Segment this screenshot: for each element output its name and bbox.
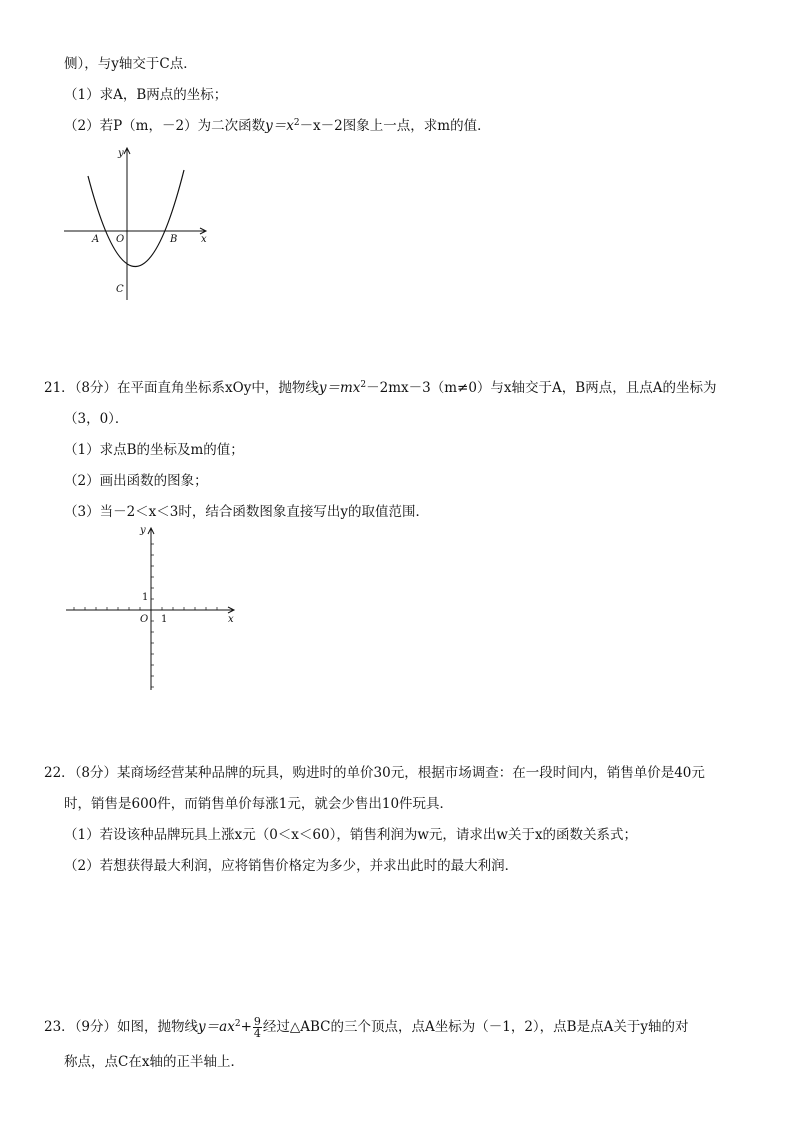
problem-21-sub3-text: （3）当－2＜x＜3时，结合函数图象直接写出y的取值范围．	[64, 504, 430, 520]
axes-x-label: x	[228, 614, 234, 625]
problem-20-sub1	[64, 86, 227, 104]
problem-21-sub3	[64, 503, 429, 521]
problem-23-equation-a: y＝ax	[198, 1019, 235, 1035]
problem-20-sub2	[64, 117, 491, 135]
problem-20-sub2-text-a: （2）若P（m，－2）为二次函数	[64, 118, 266, 134]
problem-23-plus-sign: +	[240, 1019, 252, 1035]
graph-point-a-label: A	[92, 234, 100, 245]
problem-20-continuation	[64, 55, 197, 73]
problem-22-stem-line2	[64, 795, 453, 813]
problem-22-sub2-text: （2）若想获得最大利润，应将销售价格定为多少，并求出此时的最大利润．	[64, 858, 519, 874]
problem-23-exponent: 2	[234, 1019, 241, 1029]
graph-x-label: x	[201, 234, 207, 245]
axes-x-unit-label: 1	[161, 614, 168, 625]
problem-22-stem-a: 某商场经营某种品牌的玩具，购进时的单价30元，根据市场调查：在一段时间内，销售单价是40元	[117, 765, 705, 781]
problem-23-fraction	[253, 1016, 262, 1039]
problem-20-sub1-text: （1）求A，B两点的坐标；	[64, 87, 228, 103]
problem-23-stem-a: 如图，抛物线	[117, 1019, 199, 1035]
problem-20-exponent: 2	[293, 118, 300, 128]
problem-21-coordinate-axes	[60, 520, 250, 695]
problem-20-equation: y＝x	[265, 118, 294, 134]
problem-21-stem-line2	[64, 410, 128, 428]
problem-21-sub2	[64, 472, 208, 490]
graph-point-b-label: B	[170, 234, 178, 245]
axes-y-unit-label: 1	[142, 592, 149, 603]
problem-23-score: （9分）	[74, 1019, 118, 1035]
problem-21-exponent: 2	[360, 380, 367, 390]
problem-22-score: （8分）	[74, 765, 118, 781]
problem-21-sub1	[64, 441, 244, 459]
problem-21-sub1-text: （1）求点B的坐标及m的值；	[64, 442, 244, 458]
axes-origin-label: O	[140, 614, 149, 625]
fraction-numerator: 9	[253, 1015, 261, 1028]
problem-21-stem-b: 与x轴交于A，B两点，且点A的坐标为	[490, 380, 717, 396]
problem-22-sub2	[64, 857, 518, 875]
graph-y-label: y	[118, 148, 124, 159]
graph-origin-label: O	[116, 234, 125, 245]
problem-20-parabola-graph	[58, 140, 218, 305]
problem-23-stem-line1	[44, 1016, 688, 1039]
problem-23-stem-line2	[64, 1053, 244, 1071]
problem-22-number: 22．	[44, 765, 75, 781]
problem-23-stem-c: 称点，点C在x轴的正半轴上．	[64, 1054, 244, 1070]
problem-23-number: 23．	[44, 1019, 75, 1035]
problem-22-stem-b: 时，销售是600件，而销售单价每涨1元，就会少售出10件玩具．	[64, 796, 454, 812]
problem-22-sub1-text: （1）若设该种品牌玩具上涨x元（0＜x＜60），销售利润为w元，请求出w关于x的函数关系式；	[64, 827, 638, 843]
problem-21-equation-a: y＝mx	[318, 380, 361, 396]
problem-21-sub2-text: （2）画出函数的图象；	[64, 473, 208, 489]
problem-21-number: 21．	[44, 380, 75, 396]
fraction-denominator: 4	[253, 1027, 261, 1040]
axes-y-label: y	[140, 525, 146, 536]
problem-22-stem-line1	[44, 764, 705, 782]
problem-21-equation-b: －2mx－3（m≠0）	[366, 380, 491, 396]
problem-21-stem-c: （3，0）．	[64, 411, 129, 427]
graph-parabola-curve	[88, 170, 184, 267]
problem-20-continuation-text: 侧），与y轴交于C点．	[64, 56, 197, 72]
problem-20-sub2-text-b: －x－2图象上一点，求m的值．	[299, 118, 491, 134]
problem-23-stem-b: 经过△ABC的三个顶点，点A坐标为（－1，2），点B是点A关于y轴的对	[262, 1019, 689, 1035]
problem-21-stem-a: 在平面直角坐标系xOy中，抛物线	[117, 380, 319, 396]
problem-22-sub1	[64, 826, 637, 844]
problem-21-score: （8分）	[74, 380, 118, 396]
graph-point-c-label: C	[116, 284, 124, 295]
problem-21-stem-line1	[44, 379, 716, 397]
